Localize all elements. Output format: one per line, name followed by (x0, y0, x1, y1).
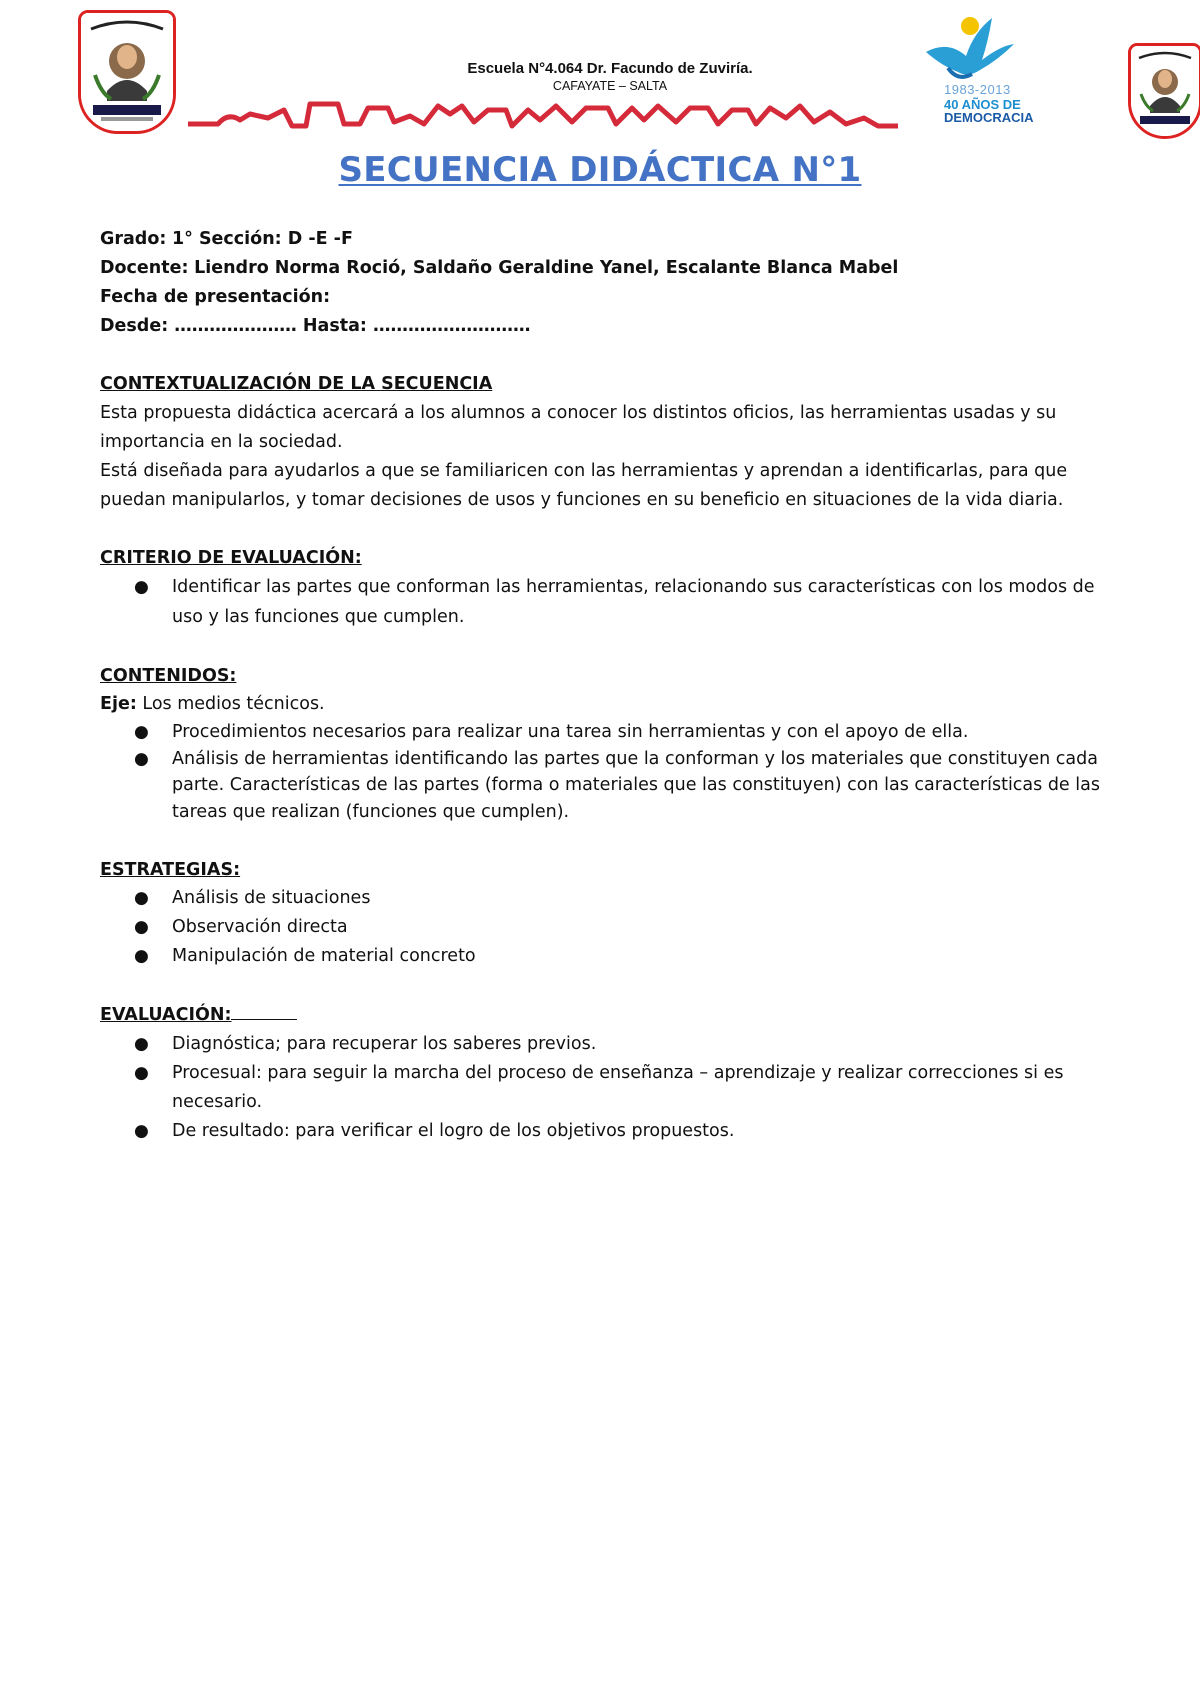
eje-label: Eje: (100, 694, 137, 714)
contextualizacion-line: Está diseñada para ayudarlos a que se familiaricen con las herramientas y aprendan a identificarlas, para que (100, 461, 1068, 481)
bullet-icon: ● (134, 1063, 149, 1083)
docente-line (100, 258, 898, 278)
contextualizacion-line: Esta propuesta didáctica acercará a los alumnos a conocer los distintos oficios, las herramientas usadas y su (100, 403, 1057, 423)
school-crest-right (1128, 43, 1200, 139)
grado-label: Grado: (100, 229, 167, 249)
school-city: CAFAYATE – SALTA (552, 79, 668, 93)
evaluacion-heading: EVALUACIÓN: (100, 1005, 232, 1025)
bullet-icon: ● (134, 946, 149, 966)
eje-line (100, 694, 325, 714)
estrategias-item: Observación directa (172, 917, 348, 937)
desde-hasta-line: Desde: ………………… Hasta: ……………………… (100, 316, 531, 336)
grado-line (100, 229, 353, 249)
bullet-icon: ● (134, 917, 149, 937)
bullet-icon: ● (134, 722, 149, 742)
bullet-icon: ● (134, 749, 149, 769)
criterio-item-line: uso y las funciones que cumplen. (172, 607, 465, 627)
fecha-label: Fecha de presentación: (100, 287, 331, 307)
contenidos-heading: CONTENIDOS: (100, 666, 237, 686)
bullet-icon: ● (134, 577, 149, 597)
docente-value: Liendro Norma Roció, Saldaño Geraldine Yanel, Escalante Blanca Mabel (194, 258, 899, 278)
democracy-line-2: DEMOCRACIA (944, 110, 1034, 125)
criterio-heading: CRITERIO DE EVALUACIÓN: (100, 548, 362, 568)
underline-divider (231, 1005, 297, 1020)
democracy-line-1: 40 AÑOS DE (944, 97, 1021, 112)
contenidos-item-line: Análisis de herramientas identificando las partes que la conforman y los materiales que constituyen cada (172, 749, 1098, 769)
page-title: SECUENCIA DIDÁCTICA N°1 (338, 150, 862, 190)
grado-value: 1° Sección: D -E -F (171, 229, 353, 249)
criterio-item-line: Identificar las partes que conforman las herramientas, relacionando sus características con los modos de (172, 577, 1095, 597)
contenidos-item-line: tareas que realizan (funciones que cumplen). (172, 802, 570, 822)
skyline-decoration-icon (188, 96, 898, 130)
school-crest-icon (1131, 46, 1199, 136)
evaluacion-heading-line (100, 1005, 297, 1025)
contextualizacion-line: puedan manipularlos, y tomar decisiones de usos y funciones en su beneficio en situaciones de la vida diaria. (100, 490, 1064, 510)
bullet-icon: ● (134, 888, 149, 908)
bullet-icon: ● (134, 1121, 149, 1141)
democracy-years: 1983-2013 (944, 82, 1011, 97)
estrategias-item: Análisis de situaciones (172, 888, 371, 908)
evaluacion-item-line: Procesual: para seguir la marcha del proceso de enseñanza – aprendizaje y realizar correcciones si es (172, 1063, 1064, 1083)
bullet-icon: ● (134, 1034, 149, 1054)
estrategias-item: Manipulación de material concreto (172, 946, 476, 966)
evaluacion-item-line: Diagnóstica; para recuperar los saberes previos. (172, 1034, 597, 1054)
contenidos-item-line: parte. Características de las partes (forma o materiales que las constituyen) con las características de las (172, 775, 1100, 795)
school-crest-left (78, 10, 176, 134)
contenidos-item-line: Procedimientos necesarios para realizar una tarea sin herramientas y con el apoyo de ella. (172, 722, 969, 742)
contextualizacion-line: importancia en la sociedad. (100, 432, 343, 452)
school-crest-icon (81, 13, 173, 131)
evaluacion-item-line: necesario. (172, 1092, 263, 1112)
school-name: Escuela N°4.064 Dr. Facundo de Zuviría. (467, 60, 753, 77)
docente-label: Docente: (100, 258, 189, 278)
contextualizacion-heading: CONTEXTUALIZACIÓN DE LA SECUENCIA (100, 374, 493, 394)
estrategias-heading: ESTRATEGIAS: (100, 860, 241, 880)
eje-value: Los medios técnicos. (142, 694, 325, 714)
evaluacion-item-line: De resultado: para verificar el logro de los objetivos propuestos. (172, 1121, 735, 1141)
